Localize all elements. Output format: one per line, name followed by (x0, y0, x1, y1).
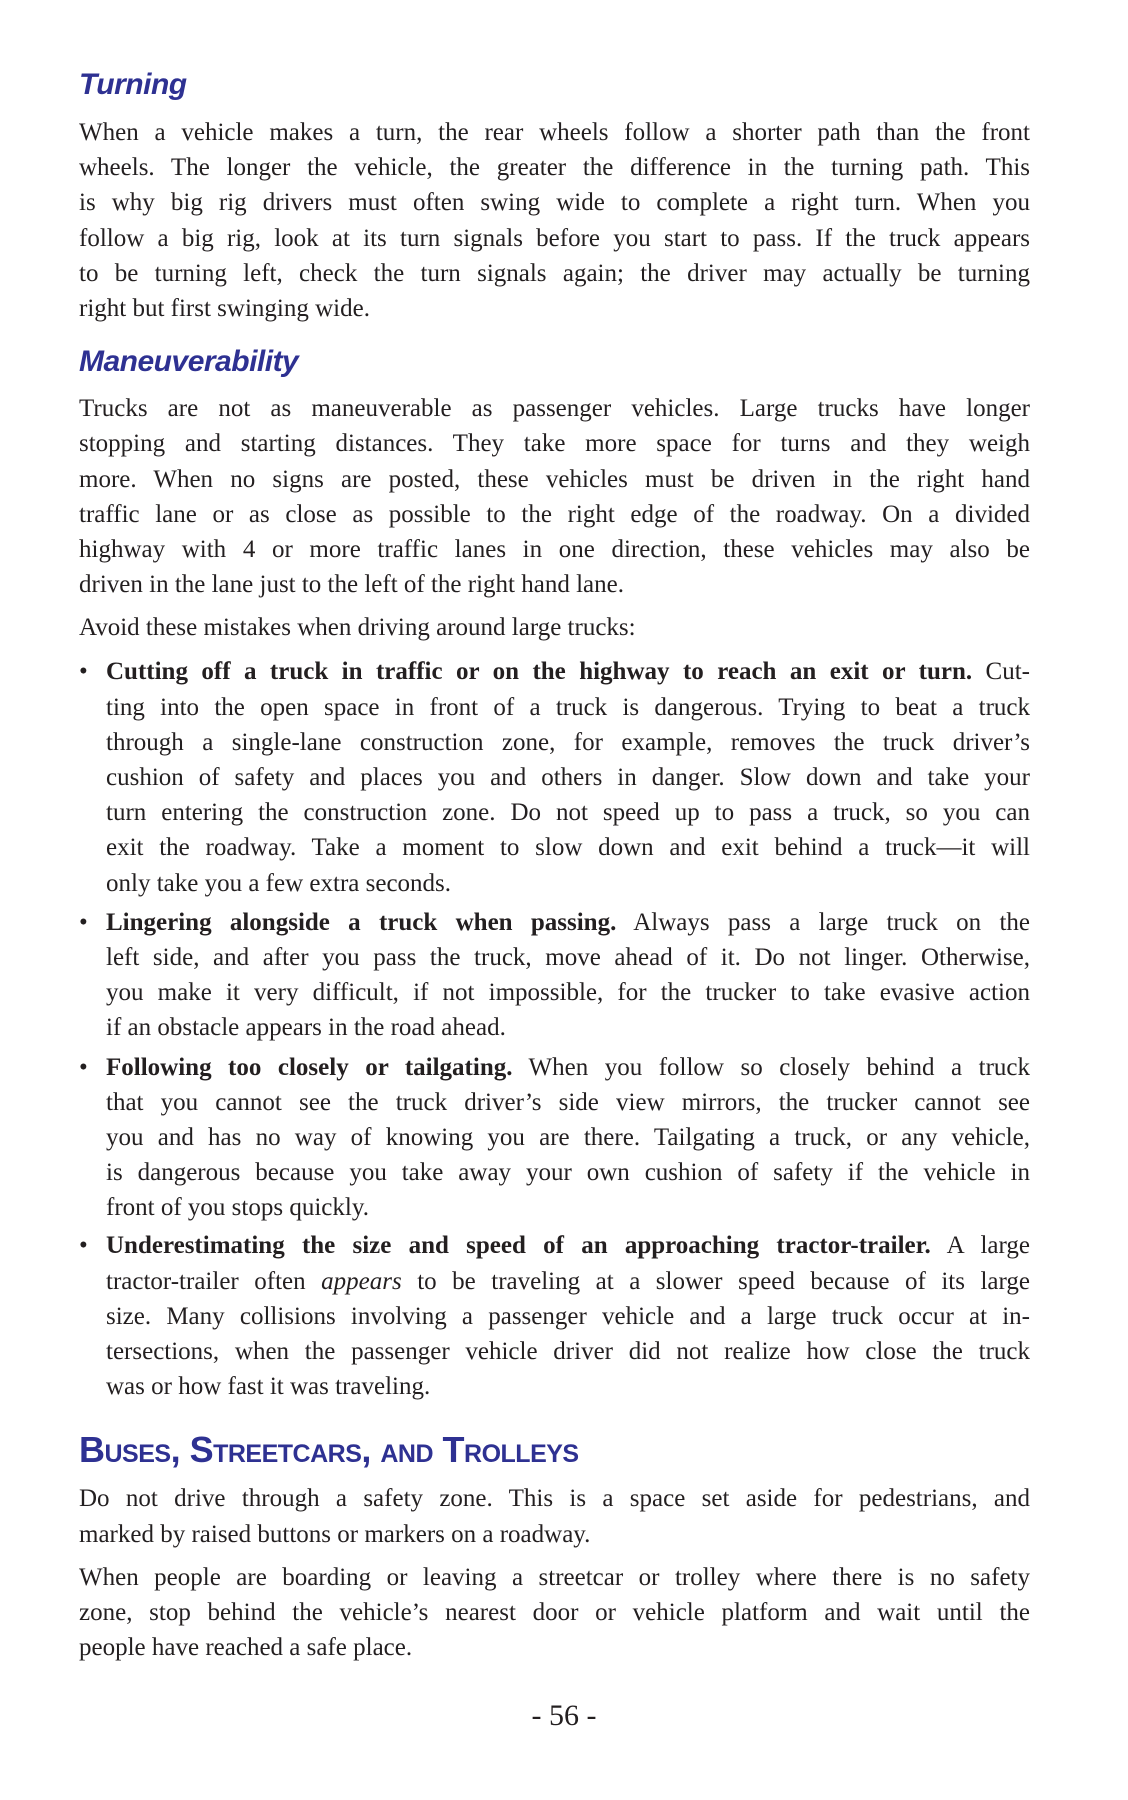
text-line (79, 291, 1030, 326)
section (79, 65, 1030, 326)
text-run: ting into the open space in front of a truck is dangerous. Trying to beat a truck (106, 693, 1030, 721)
text-line (106, 1190, 1030, 1225)
text-line (79, 1630, 1030, 1665)
text-line (106, 1120, 1030, 1155)
text-run: tersections, when the passenger vehicle driver did not realize how close the truck (106, 1338, 1030, 1365)
text-run: to be traveling at a slower speed because of its large (401, 1267, 1031, 1295)
bold-lead-in: Lingering alongside a truck when passing. (106, 908, 617, 936)
text-line (106, 1085, 1030, 1120)
text-run: to be turning left, check the turn signals again; the driver may actually be turning (79, 259, 1030, 287)
bold-lead-in: Cutting off a truck in traffic or on the highway to reach an exit or turn. (106, 658, 973, 686)
text-run: driven in the lane just to the left of the right hand lane. (79, 571, 624, 599)
text-run: Always pass a large truck on the (616, 908, 1030, 936)
text-line (79, 1517, 1030, 1552)
page-number: - 56 - (531, 1699, 597, 1732)
text-run: stopping and starting distances. They take more space for turns and they weigh (79, 430, 1030, 458)
text-line (79, 391, 1030, 426)
text-run: highway with 4 or more traffic lanes in one direction, these vehicles may also be (79, 535, 1030, 563)
bullet-icon: • (79, 1053, 88, 1081)
text-line (79, 1560, 1030, 1595)
bullet-icon: • (79, 908, 88, 936)
text-line (106, 1264, 1030, 1299)
text-line (106, 1050, 1030, 1085)
text-run: is dangerous because you take away your own cushion of safety if the vehicle in (106, 1159, 1030, 1187)
bold-lead-in: Underestimating the size and speed of an approaching tractor-trailer. (106, 1232, 931, 1260)
text-line (106, 725, 1030, 760)
text-line (106, 1334, 1030, 1369)
text-line (106, 1010, 1030, 1045)
bold-lead-in: Following too closely or tailgating. (106, 1053, 513, 1081)
text-run: wheels. The longer the vehicle, the greater the difference in the turning path. This (79, 154, 1030, 182)
text-run: was or how fast it was traveling. (106, 1373, 431, 1401)
text-line (106, 690, 1030, 725)
text-line (79, 462, 1030, 497)
text-line (79, 1481, 1030, 1516)
text-run: that you cannot see the truck driver’s side view mirrors, the trucker cannot see (106, 1088, 1030, 1116)
text-line (106, 1228, 1030, 1263)
text-run: size. Many collisions involving a passenger vehicle and a large truck occur at in- (106, 1302, 1030, 1330)
paragraph (79, 391, 1030, 602)
text-run: Trucks are not as maneuverable as passenger vehicles. Large trucks have longer (79, 395, 1030, 423)
text-run: Do not drive through a safety zone. This is a space set aside for pedestrians, and (79, 1485, 1030, 1513)
text-run: front of you stops quickly. (106, 1194, 369, 1222)
text-run: you and has no way of knowing you are there. Tailgating a truck, or any vehicle, (106, 1123, 1030, 1151)
text-line (79, 221, 1030, 256)
paragraph (79, 115, 1030, 326)
section-heading: Turning (79, 68, 187, 101)
text-line (79, 532, 1030, 567)
section-heading: Buses, Streetcars, and Trolleys (79, 1429, 579, 1471)
text-run: A large (930, 1232, 1030, 1260)
bullet-item (79, 654, 1030, 900)
text-run: Avoid these mistakes when driving around large trucks: (79, 614, 636, 642)
emphasis: appears (321, 1267, 402, 1295)
text-run: marked by raised buttons or markers on a roadway. (79, 1520, 591, 1548)
text-line (106, 1299, 1030, 1334)
text-line (79, 1595, 1030, 1630)
text-line (79, 567, 1030, 602)
text-line (106, 795, 1030, 830)
text-line (106, 975, 1030, 1010)
bullet-item (79, 1228, 1030, 1404)
bullet-icon: • (79, 1232, 88, 1260)
text-line (79, 610, 1030, 645)
text-run: cushion of safety and places you and others in danger. Slow down and take your (106, 764, 1030, 791)
text-line (106, 1155, 1030, 1190)
text-run: is why big rig drivers must often swing wide to complete a right turn. When you (79, 189, 1030, 217)
section-heading: Maneuverability (79, 345, 299, 379)
bullet-icon: • (79, 658, 88, 686)
text-line (79, 185, 1030, 220)
text-line (106, 654, 1030, 689)
text-run: only take you a few extra seconds. (106, 869, 452, 897)
text-run: exit the roadway. Take a moment to slow down and exit behind a truck—it will (106, 834, 1030, 862)
text-line (106, 830, 1030, 865)
bullet-item (79, 1050, 1030, 1226)
text-line (79, 256, 1030, 291)
text-run: tractor-trailer often (106, 1267, 322, 1295)
document-page (79, 65, 1030, 1665)
text-line (79, 150, 1030, 185)
bullet-item (79, 905, 1030, 1046)
text-run: left side, and after you pass the truck, move ahead of it. Do not linger. Otherwise, (106, 943, 1030, 971)
section (79, 1430, 1030, 1665)
text-run: through a single-lane construction zone, for example, removes the truck driver’s (106, 728, 1030, 756)
text-run: When a vehicle makes a turn, the rear wheels follow a shorter path than the front (79, 119, 1030, 146)
text-run: if an obstacle appears in the road ahead. (106, 1014, 506, 1042)
text-line (79, 115, 1030, 150)
text-run: right but first swinging wide. (79, 294, 370, 322)
section (79, 342, 1030, 1404)
text-run: Cut- (972, 658, 1030, 686)
paragraph (79, 610, 1030, 645)
paragraph (79, 1481, 1030, 1551)
text-line (106, 905, 1030, 940)
text-run: zone, stop behind the vehicle’s nearest door or vehicle platform and wait until the (79, 1598, 1030, 1626)
text-line (106, 760, 1030, 795)
text-line (106, 940, 1030, 975)
text-run: you make it very difficult, if not impossible, for the trucker to take evasive action (106, 979, 1030, 1007)
text-run: turn entering the construction zone. Do not speed up to pass a truck, so you can (106, 799, 1030, 827)
text-run: When you follow so closely behind a truck (512, 1053, 1031, 1081)
text-line (106, 866, 1030, 901)
text-run: follow a big rig, look at its turn signals before you start to pass. If the truck appears (79, 224, 1030, 252)
text-run: more. When no signs are posted, these vehicles must be driven in the right hand (79, 465, 1030, 493)
paragraph (79, 1560, 1030, 1666)
text-run: When people are boarding or leaving a streetcar or trolley where there is no safety (79, 1563, 1030, 1591)
text-line (79, 426, 1030, 461)
text-run: traffic lane or as close as possible to the right edge of the roadway. On a divided (79, 500, 1030, 528)
text-line (79, 497, 1030, 532)
text-line (106, 1369, 1030, 1404)
text-run: people have reached a safe place. (79, 1634, 413, 1662)
